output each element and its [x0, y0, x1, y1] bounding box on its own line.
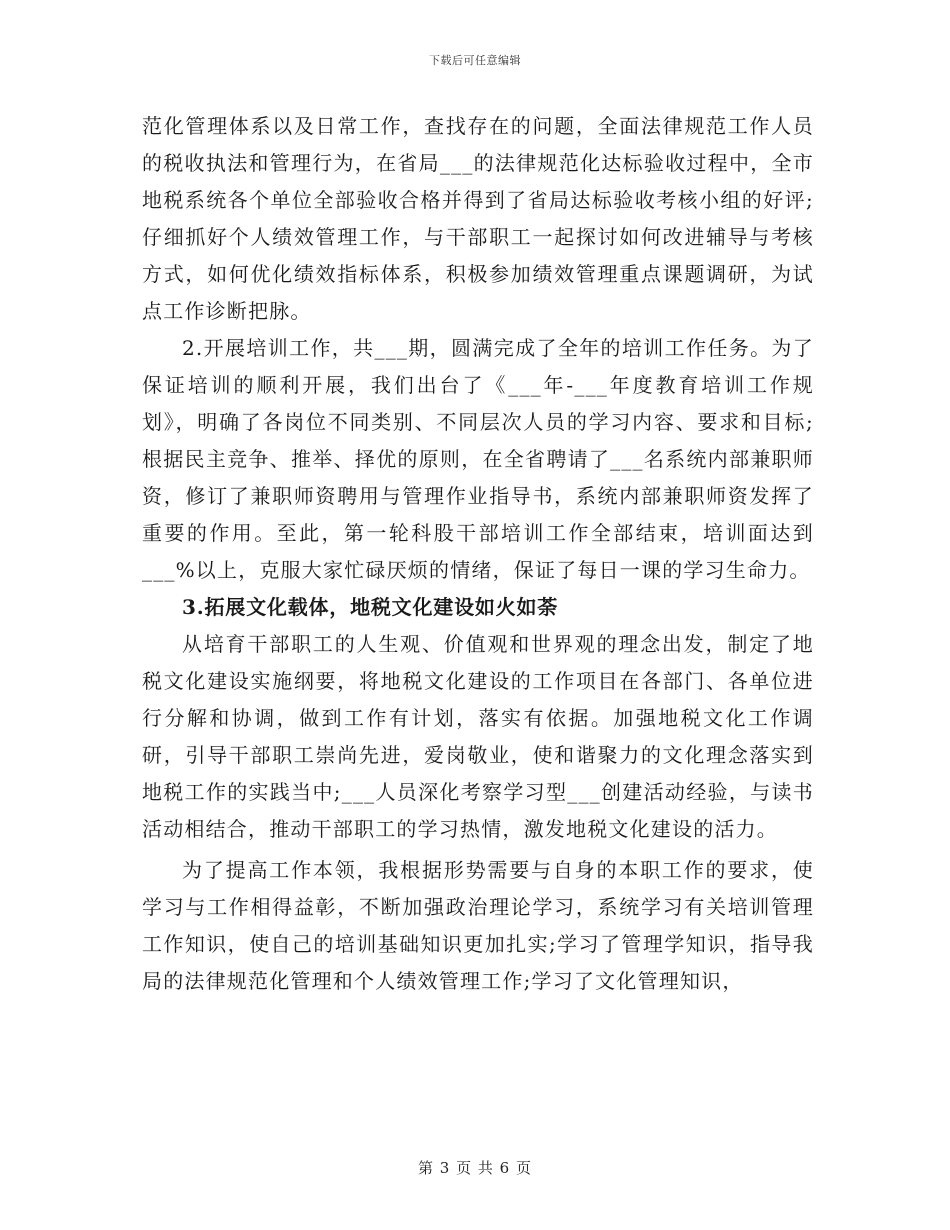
page-number: 第 3 页 共 6 页	[418, 1159, 532, 1177]
paragraph-continued: 范化管理体系以及日常工作，查找存在的问题，全面法律规范工作人员的税收执法和管理行为，在省局___的法律规范化达标验收过程中，全市地税系统各个单位全部验收合格并得到了省局达标验收考核小组的好评;仔细抓好个人绩效管理工作，与干部职工一起探讨如何改进辅导与考核方式，如何优化绩效指标体系，积极参加绩效管理重点课题调研，为试点工作诊断把脉。	[142, 114, 814, 323]
paragraph-culture: 从培育干部职工的人生观、价值观和世界观的理念出发，制定了地税文化建设实施纲要，将地税文化建设的工作项目在各部门、各单位进行分解和协调，做到工作有计划，落实有依据。加强地税文化工作调研，引导干部职工崇尚先进，爱岗敬业，使和谐聚力的文化理念落实到地税工作的实践当中;___人员深化考察学习型___创建活动经验，与读书活动相结合，推动干部职工的学习热情，激发地税文化建设的活力。	[142, 632, 814, 841]
header-note: 下载后可任意编辑	[429, 54, 521, 67]
section-heading: 3.拓展文化载体，地税文化建设如火如荼	[182, 595, 559, 619]
paragraph-training: 2.开展培训工作，共___期，圆满完成了全年的培训工作任务。为了保证培训的顺利开展，我们出台了《___年-___年度教育培训工作规划》，明确了各岗位不同类别、不同层次人员的学习内容、要求和目标;根据民主竞争、推举、择优的原则，在全省聘请了___名系统内部兼职师资，修订了兼职师资聘用与管理作业指导书，系统内部兼职师资发挥了重要的作用。至此，第一轮科股干部培训工作全部结束，培训面达到___%以上，克服大家忙碌厌烦的情绪，保证了每日一课的学习生命力。	[142, 336, 814, 582]
paragraph-study: 为了提高工作本领，我根据形势需要与自身的本职工作的要求，使学习与工作相得益彰，不断加强政治理论学习，系统学习有关培训管理工作知识，使自己的培训基础知识更加扎实;学习了管理学知识，指导我局的法律规范化管理和个人绩效管理工作;学习了文化管理知识，	[142, 858, 814, 993]
document-body	[142, 108, 814, 1000]
